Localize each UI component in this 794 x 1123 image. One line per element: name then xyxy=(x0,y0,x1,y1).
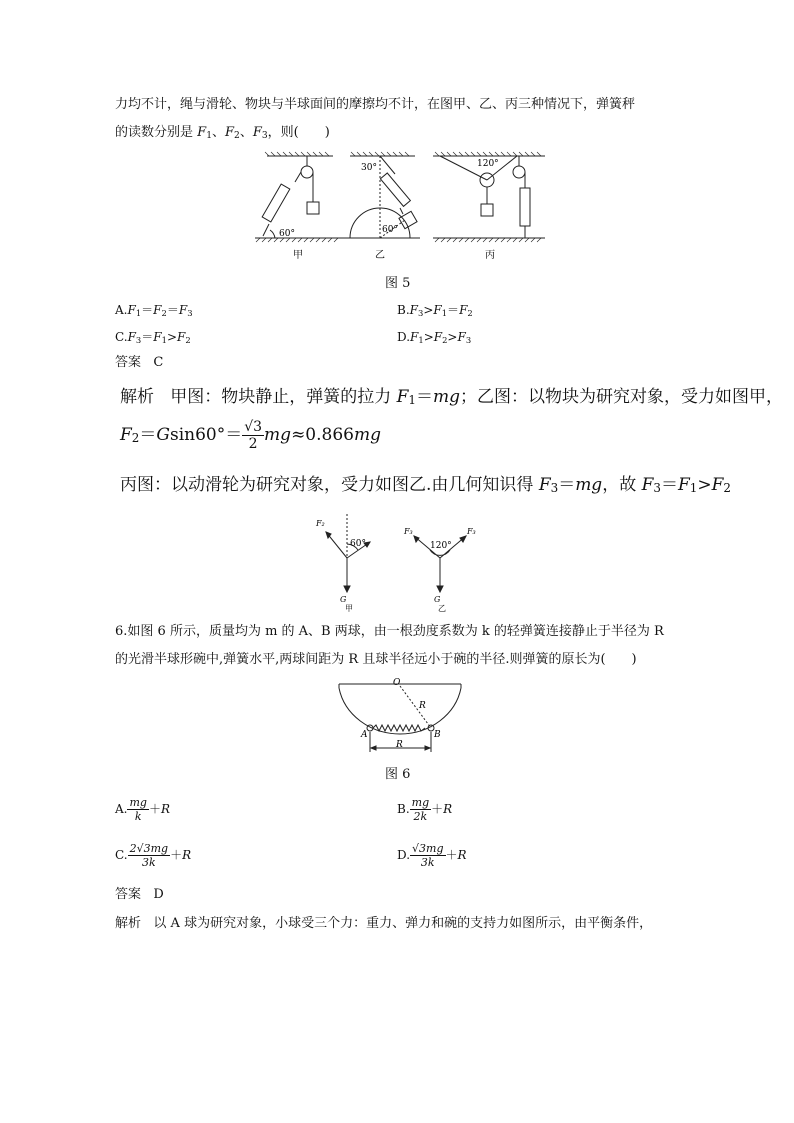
q5-stem-line1: 力均不计，绳与滑轮、物块与半球面间的摩擦均不计，在图甲、乙、丙三种情况下，弹簧秤 xyxy=(115,97,636,112)
q5-analysis-line3: 丙图：以动滑轮为研究对象，受力如图乙.由几何知识得 $F_3=mg$，故 $F_3=F_1>F_2$ xyxy=(120,475,731,495)
fig5-label-bing: 丙 xyxy=(485,250,495,261)
q5-analysis-line2: $F_2=Gsin60^\circ=$ $\frac{√3}{2}$ mg≈0.866mg xyxy=(120,419,381,452)
q5-stem-line2-text: 的读数分别是 xyxy=(115,125,194,140)
q5-analysis-line1: 解析 甲图：物块静止，弹簧的拉力 $F_1=mg$；乙图：以物块为研究对象，受力如图甲， xyxy=(120,387,784,407)
force-fig-f3-left: F₃ xyxy=(404,527,413,536)
q6-option-a: A. $\frac{mg}{k}$ ＋R xyxy=(115,796,171,823)
force-fig-yi: 乙 xyxy=(438,604,446,612)
q6-stem-line2: 的光滑半球形碗中,弹簧水平,两球间距为 R 且球半径远小于碗的半径.则弹簧的原长为( ) xyxy=(115,652,637,667)
q5-answer: 答案 C xyxy=(115,355,164,370)
force-diagram xyxy=(312,512,487,612)
q5-stem-line2: 的读数分别是 $F_1$、$F_2$、$F_3$，则( ) xyxy=(115,125,330,141)
q5-stem-line2-end: ，则( ) xyxy=(267,125,330,140)
figure-6 xyxy=(335,676,465,756)
q6-analysis: 解析 以 A 球为研究对象，小球受三个力：重力、弹力和碗的支持力如图所示，由平衡条件， xyxy=(115,916,653,931)
q5-option-d: $D.F_1>F_2>F_3$ xyxy=(397,330,472,345)
q6-option-b: B. $\frac{mg}{2k}$ ＋R xyxy=(397,796,453,823)
fig5-angle-60: 60° xyxy=(279,229,295,239)
force-fig-g2: G xyxy=(434,595,441,604)
fig5-label-yi: 乙 xyxy=(375,250,385,261)
force-fig-jia: 甲 xyxy=(345,604,353,612)
fig5-angle-30: 30° xyxy=(361,163,377,173)
force-fig-60: 60° xyxy=(350,539,366,549)
fig6-label-b: B xyxy=(434,730,441,740)
figure-6-caption: 图 6 xyxy=(385,767,411,782)
fig5-angle-60b: 60° xyxy=(382,225,398,235)
force-fig-120: 120° xyxy=(430,541,452,551)
q6-option-c: C. $\frac{2√3mg}{3k}$ ＋R xyxy=(115,842,192,869)
force-fig-g1: G xyxy=(340,595,347,604)
q5-option-b: $B.F_3>F_1=F_2$ xyxy=(397,303,473,318)
force-fig-f3-right: F₃ xyxy=(467,527,476,536)
figure-5 xyxy=(255,150,555,265)
force-fig-f2: F₂ xyxy=(316,519,325,528)
fig6-label-a: A xyxy=(361,730,368,740)
q5-option-c: $C.F_3=F_1>F_2$ xyxy=(115,330,191,345)
figure-5-caption: 图 5 xyxy=(385,276,411,291)
q6-stem-line1: 6.如图 6 所示，质量均为 m 的 A、B 两球，由一根劲度系数为 k 的轻弹簧连接静止于半径为 R xyxy=(115,624,664,639)
q6-answer: 答案 D xyxy=(115,887,164,902)
fig6-label-r2: R xyxy=(396,740,403,750)
fig5-angle-120: 120° xyxy=(477,159,499,169)
fig6-label-r1: R xyxy=(419,701,426,711)
q5-option-a: $A.F_1=F_2=F_3$ xyxy=(115,303,193,318)
q6-option-d: D. $\frac{√3mg}{3k}$ ＋R xyxy=(397,842,467,869)
fig6-label-o: O xyxy=(393,678,401,688)
fig5-label-jia: 甲 xyxy=(293,250,303,261)
